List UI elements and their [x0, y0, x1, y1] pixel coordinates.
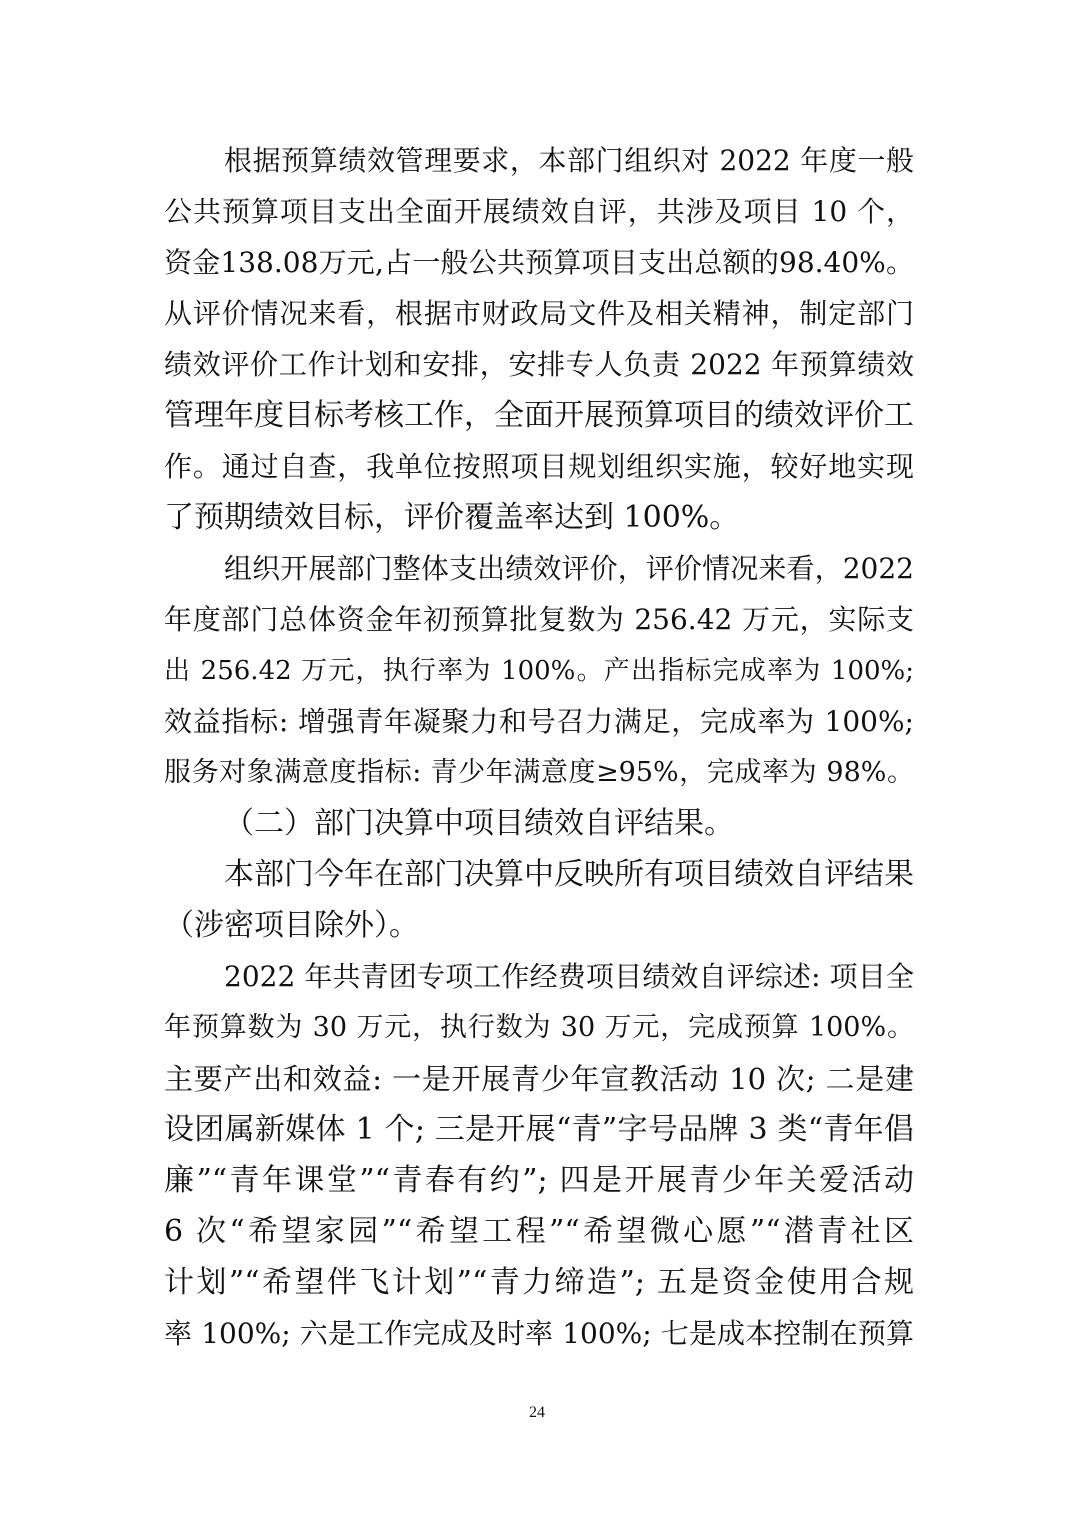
paragraph-4-line-6: 6 次“希望家园”“希望工程”“希望微心愿”“潜青社区 — [164, 1214, 914, 1249]
paragraph-1-line-3: 资金138.08万元,占一般公共预算项目支出总额的98.40%。 — [164, 246, 914, 279]
paragraph-2-line-3: 出 256.42 万元，执行率为 100%。产出指标完成率为 100%; — [164, 656, 914, 686]
paragraph-4-line-5: 廉”“青年课堂”“青春有约”; 四是开展青少年关爱活动 — [164, 1163, 914, 1198]
paragraph-4-line-3: 主要产出和效益: 一是开展青少年宣教活动 10 次; 二是建 — [164, 1062, 914, 1096]
paragraph-2-line-5: 服务对象满意度指标: 青少年满意度≥95%，完成率为 98%。 — [164, 757, 914, 788]
paragraph-3-line-1: 本部门今年在部门决算中反映所有项目绩效自评结果 — [224, 857, 914, 892]
paragraph-2-line-4: 效益指标: 增强青年凝聚力和号召力满足，完成率为 100%; — [164, 705, 914, 738]
paragraph-1-line-2: 公共预算项目支出全面开展绩效自评，共涉及项目 10 个， — [164, 195, 914, 228]
paragraph-2-line-2: 年度部门总体资金年初预算批复数为 256.42 万元，实际支 — [164, 603, 914, 636]
page-number: 24 — [529, 1404, 545, 1421]
paragraph-1-line-1: 根据预算绩效管理要求，本部门组织对 2022 年度一般 — [224, 144, 914, 177]
paragraph-4-line-1: 2022 年共青团专项工作经费项目绩效自评综述: 项目全 — [224, 960, 914, 993]
paragraph-1-line-4: 从评价情况来看，根据市财政局文件及相关精神，制定部门 — [164, 297, 914, 330]
paragraph-4-line-7: 计划”“希望伴飞计划”“青力缔造”; 五是资金使用合规 — [164, 1265, 914, 1300]
section-heading: （二）部门决算中项目绩效自评结果。 — [224, 806, 734, 841]
paragraph-4-line-4: 设团属新媒体 1 个; 三是开展“青”字号品牌 3 类“青年倡 — [164, 1112, 914, 1147]
paragraph-2-line-1: 组织开展部门整体支出绩效评价，评价情况来看，2022 — [224, 552, 914, 585]
paragraph-1-line-6: 管理年度目标考核工作，全面开展预算项目的绩效评价工 — [164, 398, 914, 433]
paragraph-1-line-5: 绩效评价工作计划和安排，安排专人负责 2022 年预算绩效 — [164, 348, 914, 381]
paragraph-1-line-7: 作。通过自查，我单位按照项目规划组织实施，较好地实现 — [164, 450, 914, 483]
paragraph-4-line-8: 率 100%; 六是工作完成及时率 100%; 七是成本控制在预算 — [164, 1317, 914, 1350]
paragraph-3-line-2: （涉密项目除外）。 — [164, 908, 419, 943]
paragraph-4-line-2: 年预算数为 30 万元，执行数为 30 万元，完成预算 100%。 — [164, 1012, 914, 1043]
paragraph-1-line-8: 了预期绩效目标，评价覆盖率达到 100%。 — [164, 500, 740, 535]
